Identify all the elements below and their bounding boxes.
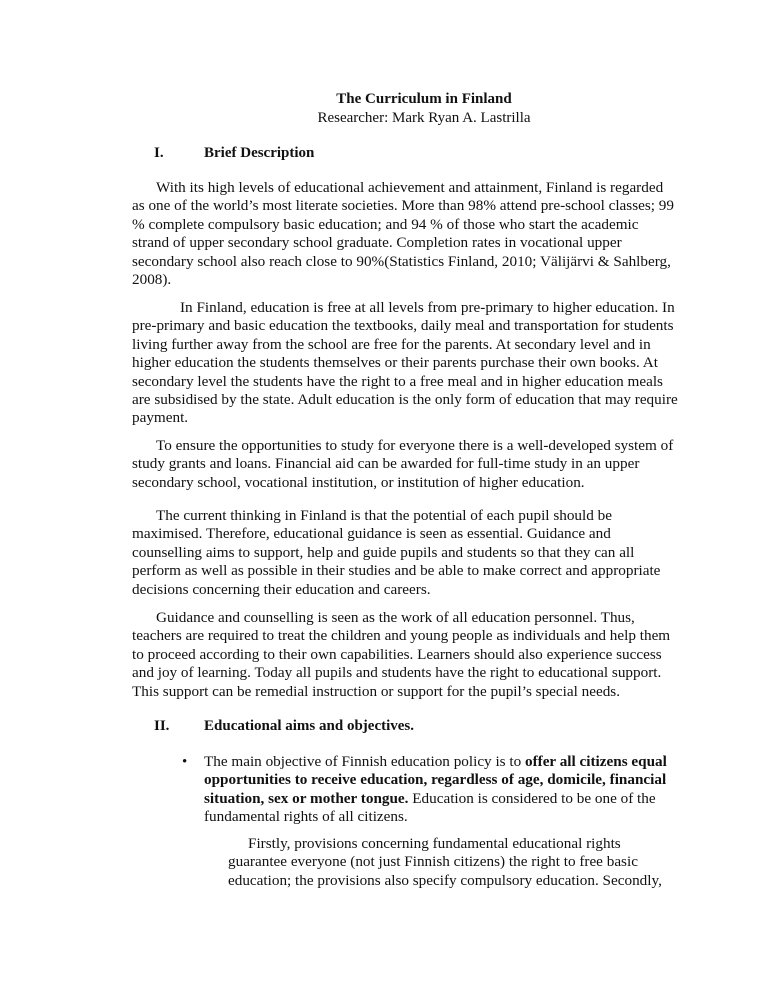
paragraph-line: as one of the world’s most literate societies. More than 98% attend pre-school classes; 99	[132, 197, 674, 215]
paragraph-line: 2008).	[132, 271, 172, 289]
bullet-line	[204, 753, 667, 771]
paragraph-line: With its high levels of educational achievement and attainment, Finland is regarded	[156, 179, 664, 196]
paragraph-line: Guidance and counselling is seen as the work of all education personnel. Thus,	[156, 609, 635, 626]
paragraph-5	[132, 609, 680, 701]
paragraph-line: secondary school, vocational institution, or institution of higher education.	[132, 473, 585, 491]
section-2-number: II.	[154, 718, 170, 734]
paragraph-line: secondary school also reach close to 90%(Statistics Finland, 2010; Välijärvi & Sahlberg,	[132, 252, 671, 270]
section-1-title: Brief Description	[204, 145, 315, 161]
paragraph-line: payment.	[132, 409, 189, 427]
paragraph-line: pre-primary and basic education the textbooks, daily meal and transportation for students	[132, 317, 674, 335]
bullet-item	[204, 753, 667, 827]
bullet-bold-text: offer all citizens equal	[524, 753, 667, 770]
bullet-line	[204, 790, 664, 808]
paragraph-4	[132, 507, 680, 599]
bullet-line	[204, 771, 667, 789]
researcher-line: Researcher: Mark Ryan A. Lastrilla	[317, 110, 531, 126]
paragraph-line: The current thinking in Finland is that the potential of each pupil should be	[156, 507, 612, 524]
bullet-text: The main objective of Finnish education policy is to	[204, 753, 525, 770]
paragraph-line: strand of upper secondary school graduate. Completion rates in vocational upper	[132, 234, 622, 252]
paragraph-line: to proceed according to their own capabilities. Learners should also experience success	[132, 645, 662, 663]
paragraph-line: education; the provisions also specify compulsory education. Secondly,	[228, 871, 662, 889]
paragraph-line: study grants and loans. Financial aid can be awarded for full-time study in an upper	[132, 455, 640, 473]
paragraph-line: Firstly, provisions concerning fundamental educational rights	[248, 835, 621, 852]
paragraph-line: In Finland, education is free at all levels from pre-primary to higher education. In	[180, 299, 675, 316]
paragraph-line: guarantee everyone (not just Finnish citizens) the right to free basic	[228, 853, 638, 871]
paragraph-line: perform as well as possible in their studies and be able to make correct and appropriate	[132, 562, 661, 580]
paragraph-line: secondary level the students have the right to a free meal and in higher education meals	[132, 372, 663, 390]
bullet-line: fundamental rights of all citizens.	[204, 808, 408, 826]
paragraph-line: teachers are required to treat the children and young people as individuals and help them	[132, 627, 671, 645]
paragraph-line: living further away from the school are free for the parents. At secondary level and in	[132, 335, 651, 353]
sub-paragraph	[228, 835, 668, 890]
bullet-text: Education is considered to be one of the	[408, 789, 656, 807]
paragraph-line: higher education the students themselves or their parents purchase their own books. At	[132, 354, 658, 372]
bullet-bold-text: opportunities to receive education, regardless of age, domicile, financial	[204, 771, 667, 789]
document-title: The Curriculum in Finland	[336, 91, 512, 107]
paragraph-3	[132, 437, 680, 492]
paragraph-line: To ensure the opportunities to study for everyone there is a well-developed system of	[156, 437, 674, 454]
section-2-title: Educational aims and objectives.	[204, 718, 415, 734]
paragraph-line: % complete compulsory basic education; and 94 % of those who start the academic	[132, 215, 639, 233]
paragraph-line: This support can be remedial instruction or support for the pupil’s special needs.	[132, 682, 620, 700]
paragraph-line: counselling aims to support, help and guide pupils and students so that they can all	[132, 543, 635, 561]
paragraph-line: maximised. Therefore, educational guidance is seen as essential. Guidance and	[132, 525, 611, 543]
paragraph-1	[132, 179, 680, 289]
paragraph-line: decisions concerning their education and careers.	[132, 580, 431, 598]
bullet-bold-text: situation, sex or mother tongue.	[204, 789, 409, 807]
paragraph-line: are subsidised by the state. Adult education is the only form of education that may require	[132, 391, 678, 409]
section-1-number: I.	[154, 145, 164, 161]
paragraph-line: and joy of learning. Today all pupils and students have the right to educational support.	[132, 664, 662, 682]
bullet-icon: •	[182, 754, 188, 770]
paragraph-2	[132, 299, 680, 428]
